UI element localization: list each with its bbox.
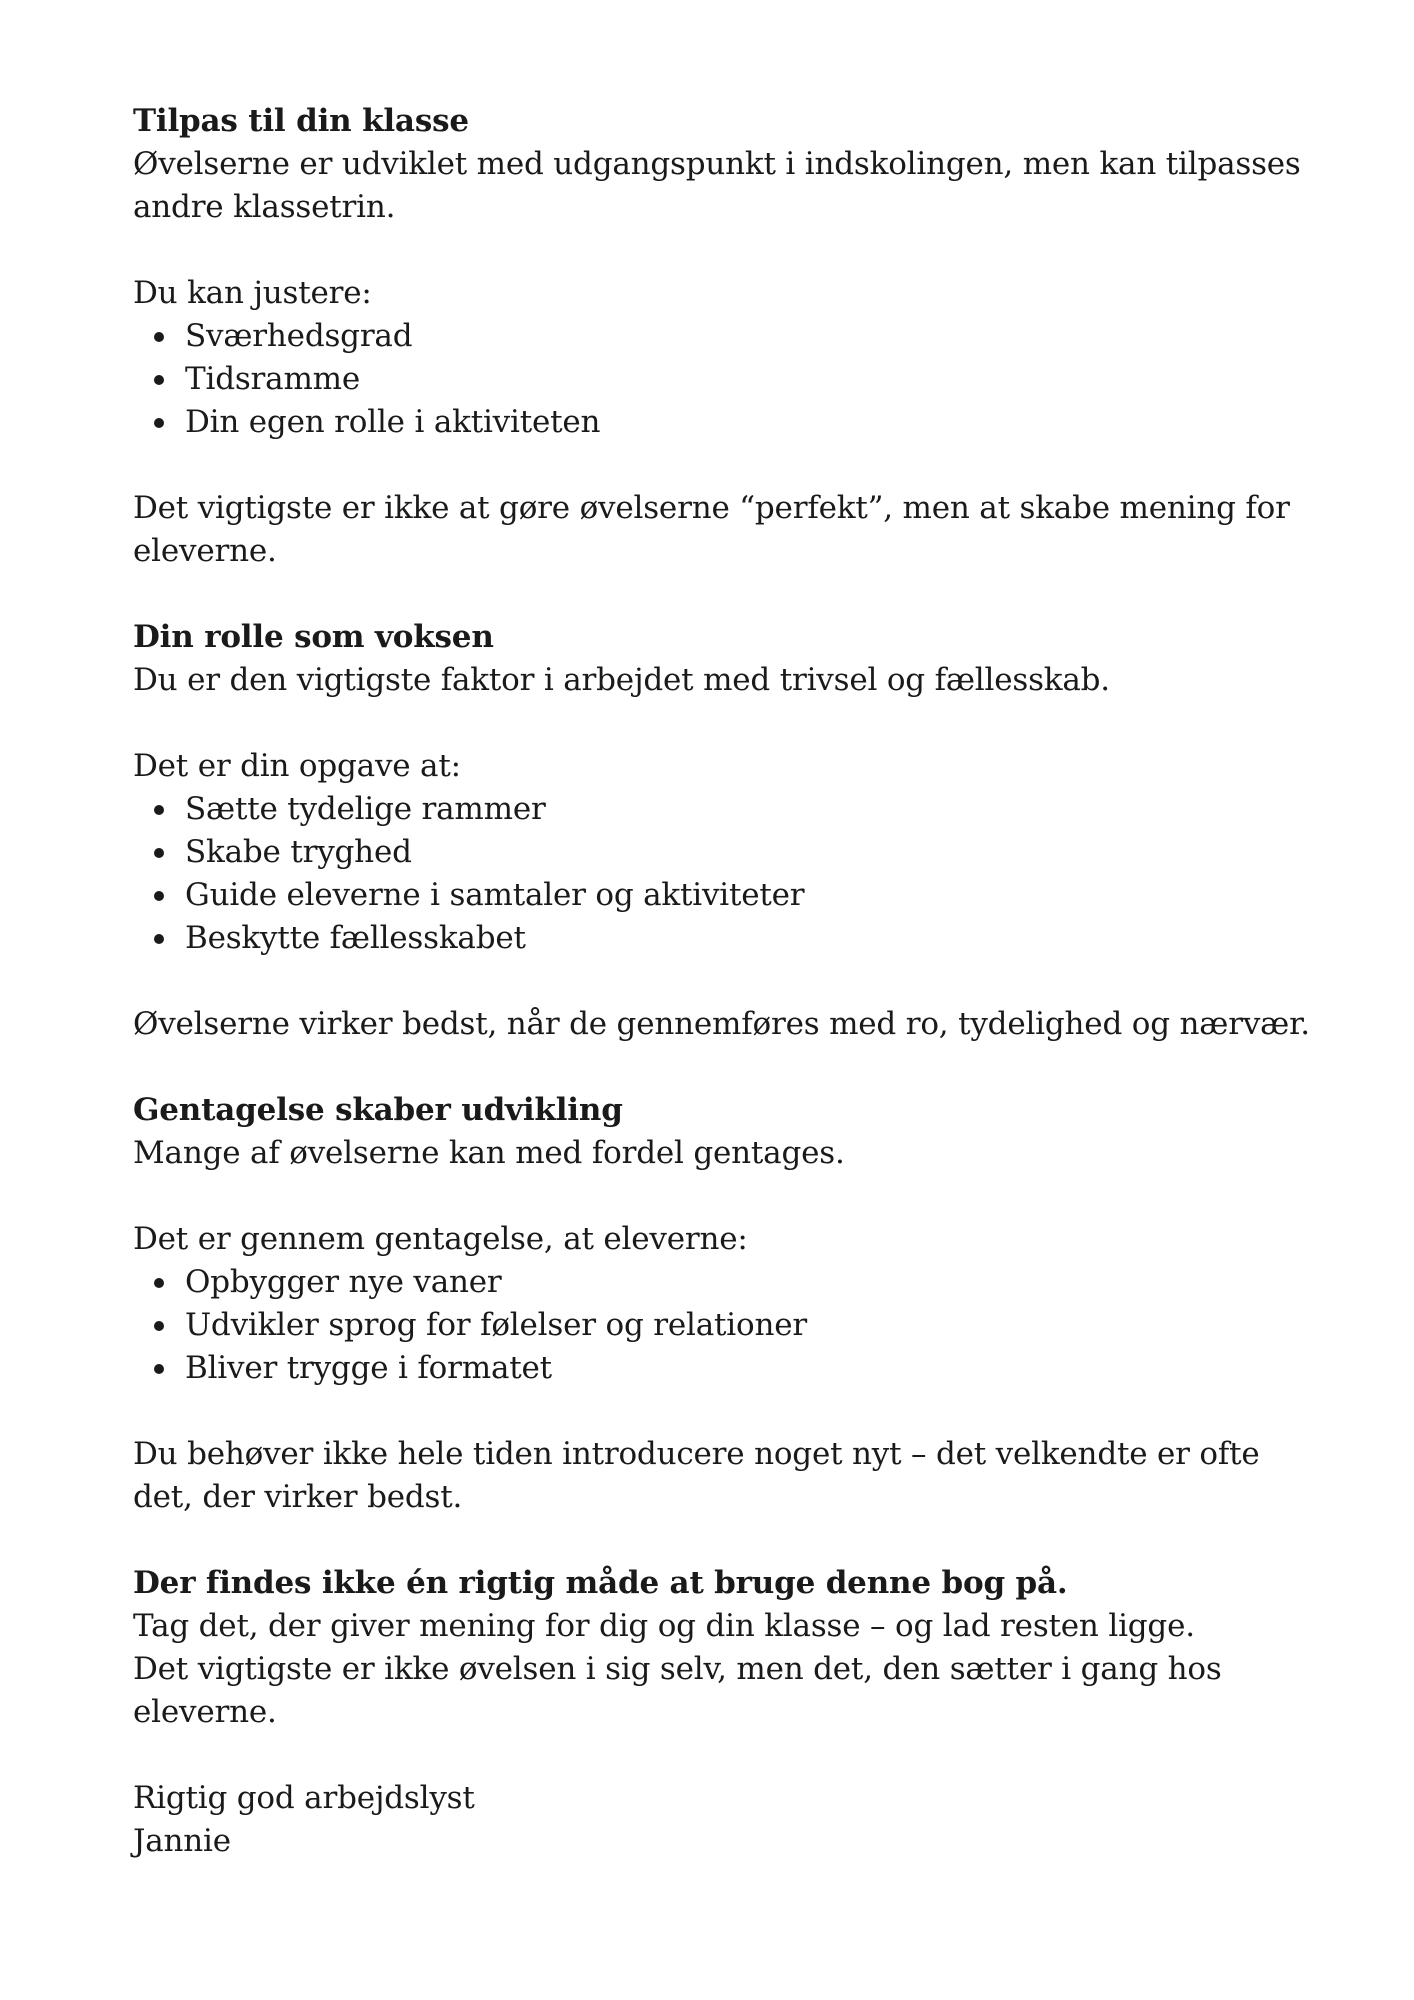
bullet-list-tilpas	[133, 315, 1313, 444]
list-item: Beskytte fællesskabet	[185, 917, 1313, 960]
spacer	[133, 229, 1313, 272]
list-item: Sværhedsgrad	[185, 315, 1313, 358]
document-page	[133, 100, 1313, 1863]
spacer	[133, 1734, 1313, 1777]
list-item: Udvikler sprog for følelser og relationer	[185, 1304, 1313, 1347]
spacer	[133, 573, 1313, 616]
list-lead-gentagelse: Det er gennem gentagelse, at eleverne:	[133, 1221, 748, 1257]
paragraph-intro-gentagelse: Mange af øvelserne kan med fordel gentages.	[133, 1135, 845, 1171]
paragraph-line-1: Tag det, der giver mening for dig og din klasse – og lad resten ligge.	[133, 1608, 1195, 1644]
list-item: Tidsramme	[185, 358, 1313, 401]
heading-ingen-rigtig-maade: Der findes ikke én rigtig måde at bruge denne bog på.	[133, 1565, 1068, 1601]
list-item: Skabe tryghed	[185, 831, 1313, 874]
list-lead-rolle: Det er din opgave at:	[133, 748, 461, 784]
heading-gentagelse: Gentagelse skaber udvikling	[133, 1092, 623, 1128]
signoff-greeting: Rigtig god arbejdslyst	[133, 1780, 475, 1816]
spacer	[133, 702, 1313, 745]
paragraph-intro-tilpas: Øvelserne er udviklet med udgangspunkt i indskolingen, men kan tilpasses andre klassetrin.	[133, 146, 1301, 225]
bullet-list-gentagelse	[133, 1261, 1313, 1390]
paragraph-closing-rolle: Øvelserne virker bedst, når de gennemføres med ro, tydelighed og nærvær.	[133, 1006, 1310, 1042]
spacer	[133, 444, 1313, 487]
heading-tilpas: Tilpas til din klasse	[133, 103, 469, 139]
heading-rolle: Din rolle som voksen	[133, 619, 494, 655]
bullet-list-rolle	[133, 788, 1313, 960]
spacer	[133, 1175, 1313, 1218]
list-item: Guide eleverne i samtaler og aktiviteter	[185, 874, 1313, 917]
spacer	[133, 1390, 1313, 1433]
paragraph-closing-tilpas: Det vigtigste er ikke at gøre øvelserne “perfekt”, men at skabe mening for eleverne.	[133, 490, 1290, 569]
paragraph-intro-rolle: Du er den vigtigste faktor i arbejdet med trivsel og fællesskab.	[133, 662, 1110, 698]
list-item: Bliver trygge i formatet	[185, 1347, 1313, 1390]
paragraph-closing-gentagelse: Du behøver ikke hele tiden introducere noget nyt – det velkendte er ofte det, der virker bedst.	[133, 1436, 1260, 1515]
signoff-name: Jannie	[133, 1823, 231, 1859]
spacer	[133, 1046, 1313, 1089]
spacer	[133, 960, 1313, 1003]
list-item: Sætte tydelige rammer	[185, 788, 1313, 831]
list-lead-tilpas: Du kan justere:	[133, 275, 372, 311]
spacer	[133, 1519, 1313, 1562]
list-item: Opbygger nye vaner	[185, 1261, 1313, 1304]
list-item: Din egen rolle i aktiviteten	[185, 401, 1313, 444]
paragraph-line-2: Det vigtigste er ikke øvelsen i sig selv, men det, den sætter i gang hos eleverne.	[133, 1651, 1222, 1730]
